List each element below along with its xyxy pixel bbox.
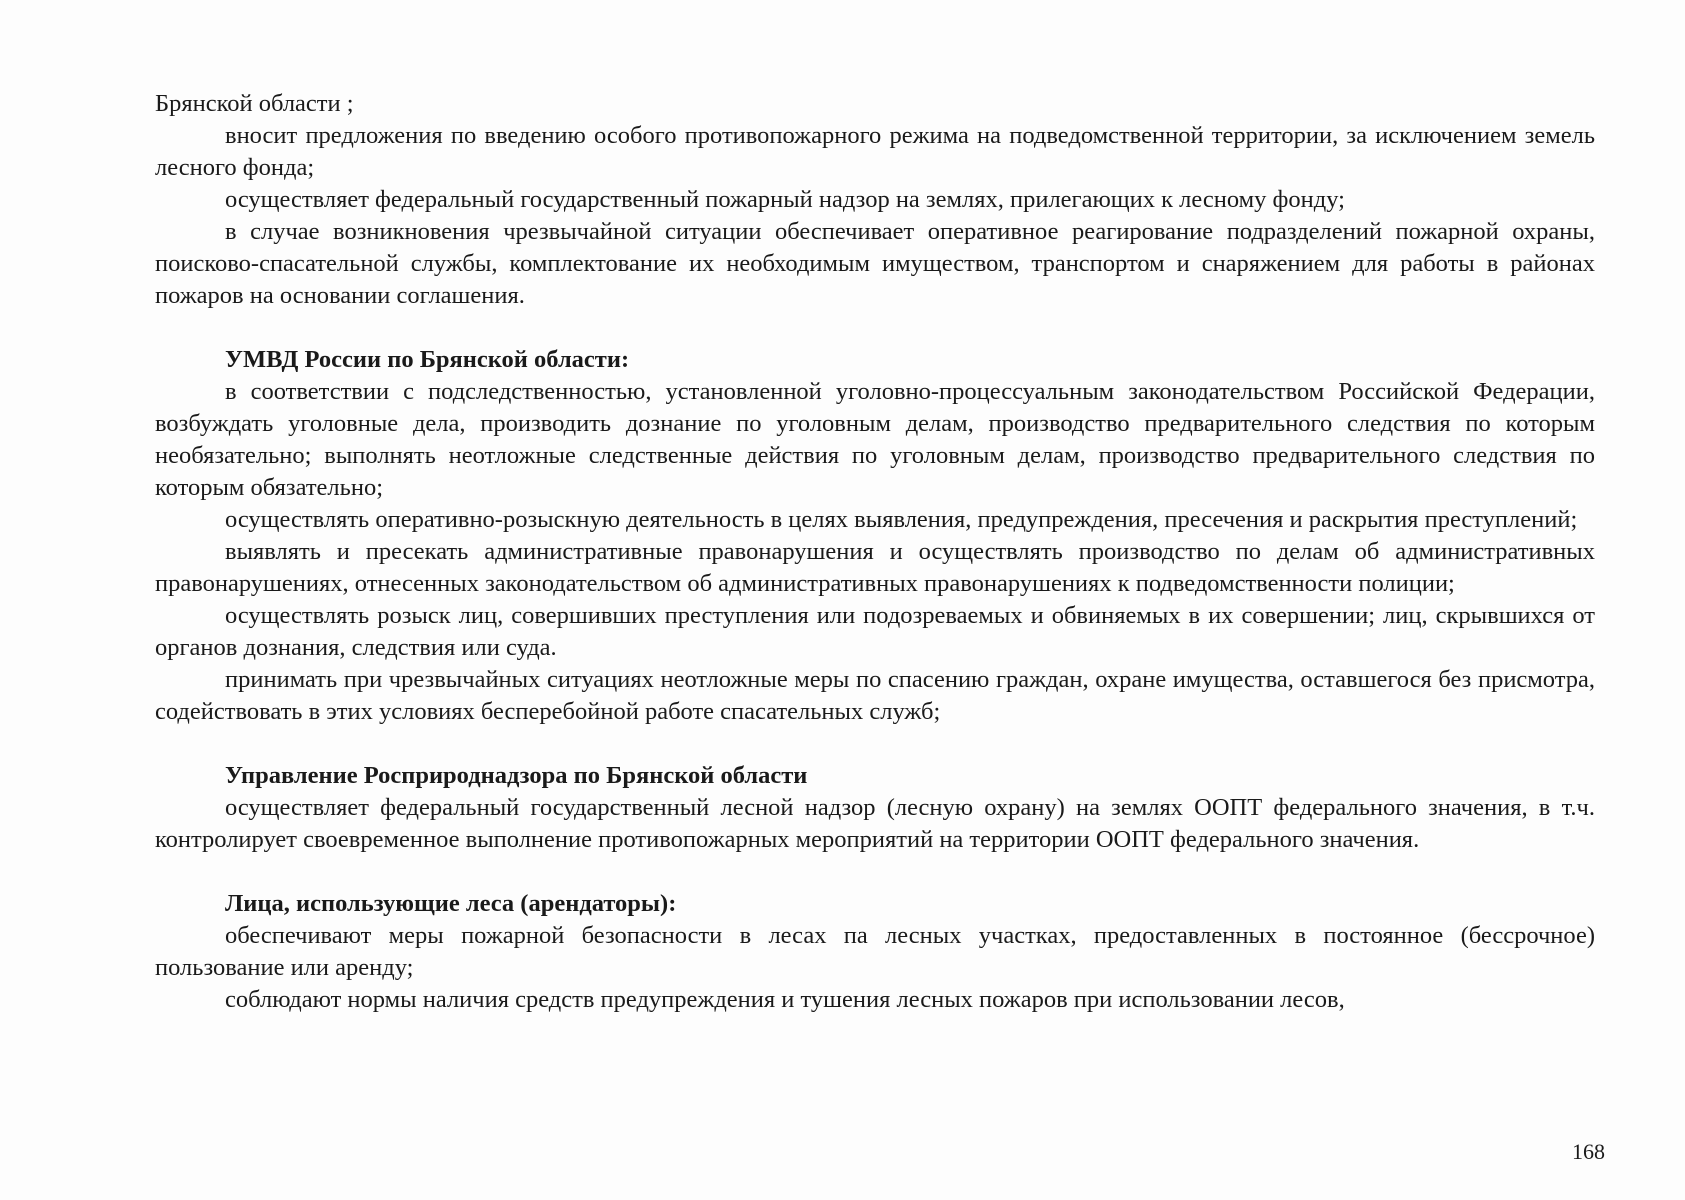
paragraph: обеспечивают меры пожарной безопасности в лесах па лесных участках, предоставленных в постоянное (бессрочное) пользование или аренду;	[155, 922, 1595, 981]
section-rosprirodnadzor	[155, 760, 1595, 856]
paragraph: соблюдают нормы наличия средств предупреждения и тушения лесных пожаров при использовании лесов,	[225, 986, 1345, 1013]
section-heading: Лица, использующие леса (арендаторы):	[225, 890, 677, 917]
section-umvd	[155, 344, 1595, 728]
section-heading: УМВД России по Брянской области:	[225, 346, 630, 373]
intro-section	[155, 88, 1595, 312]
paragraph: осуществлять розыск лиц, совершивших преступления или подозреваемых и обвиняемых в их совершении; лиц, скрывшихся от органов дознания, следствия или суда.	[155, 602, 1595, 661]
section-forest-users	[155, 888, 1595, 1016]
paragraph: в соответствии с подследственностью, установленной уголовно-процессуальным законодательством Российской Федерации, возбуждать уголовные дела, производить дознание по уголовным делам, производство предварительного следствия по которым необязательно; выполнять неотложные следственные действия по уголовным делам, производство предварительного следствия по которым обязательно;	[155, 378, 1595, 501]
page-number: 168	[1572, 1139, 1605, 1164]
paragraph: осуществлять оперативно-розыскную деятельность в целях выявления, предупреждения, пресечения и раскрытия преступлений;	[225, 506, 1578, 533]
paragraph: осуществляет федеральный государственный лесной надзор (лесную охрану) на землях ООПТ федерального значения, в т.ч. контролирует своевременное выполнение противопожарных мероприятий на территории ООПТ федерального значения.	[155, 794, 1595, 853]
paragraph: осуществляет федеральный государственный пожарный надзор на землях, прилегающих к лесному фонду;	[225, 186, 1345, 213]
paragraph: в случае возникновения чрезвычайной ситуации обеспечивает оперативное реагирование подразделений пожарной охраны, поисково-спасательной службы, комплектование их необходимым имуществом, транспортом и снаряжением для работы в районах пожаров на основании соглашения.	[155, 218, 1595, 309]
document-body	[155, 88, 1595, 1016]
continuation-line: Брянской области ;	[155, 90, 354, 117]
paragraph: принимать при чрезвычайных ситуациях неотложные меры по спасению граждан, охране имущества, оставшегося без присмотра, содействовать в этих условиях бесперебойной работе спасательных служб;	[155, 666, 1595, 725]
section-heading: Управление Росприроднадзора по Брянской области	[225, 762, 808, 789]
paragraph: выявлять и пресекать административные правонарушения и осуществлять производство по делам об административных правонарушениях, отнесенных законодательством об административных правонарушениях к подведомственности полиции;	[155, 538, 1595, 597]
paragraph: вносит предложения по введению особого противопожарного режима на подведомственной территории, за исключением земель лесного фонда;	[155, 122, 1595, 181]
